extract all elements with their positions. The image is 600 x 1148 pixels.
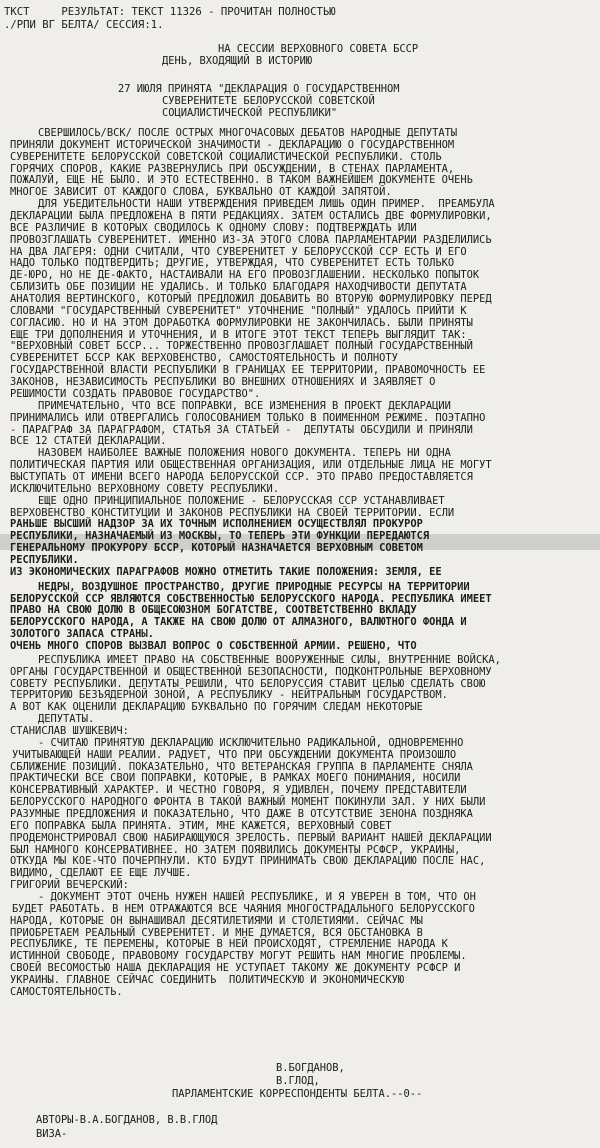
body-line: ПРИОБРЕТАЕМ РЕАЛЬНЫЙ СУВЕРЕНИТЕТ. И МНЕ ДУМАЕТСЯ, ВСЯ ОБСТАНОВКА В: [10, 927, 423, 939]
body-line: - ДОКУМЕНТ ЭТОТ ОЧЕНЬ НУЖЕН НАШЕЙ РЕСПУБЛИКЕ, И Я УВЕРЕН В ТОМ, ЧТО ОН: [38, 891, 476, 903]
body-line: РЕСПУБЛИКЕ, ТЕ ПЕРЕМЕНЫ, КОТОРЫЕ В НЕЙ ПРОИСХОДЯТ, СТРЕМЛЕНИЕ НАРОДА К: [10, 938, 448, 950]
body-line: ЕГО ПОПРАВКА БЫЛА ПРИНЯТА. ЭТИМ, МНЕ КАЖЕТСЯ, ВЕРХОВНЫЙ СОВЕТ: [10, 820, 392, 832]
body-line: РЕСПУБЛИКИ.: [10, 554, 79, 566]
body-line: ГОРЯЧИХ СПОРОВ, КАКИЕ РАЗВЕРНУЛИСЬ ПРИ ОБСУЖДЕНИИ, В СТЕНАХ ПАРЛАМЕНТА,: [10, 163, 455, 175]
body-line: ИСТИННОЙ СВОБОДЕ, ПРАВОВОМУ ГОСУДАРСТВУ МОГУТ РЕШИТЬ НАМ МНОГИЕ ПРОБЛЕМЫ.: [10, 950, 467, 962]
body-line: РЕШИМОСТИ СОЗДАТЬ ПРАВОВОЕ ГОСУДАРСТВО".: [10, 388, 261, 400]
body-line: ЗОЛОТОГО ЗАПАСА СТРАНЫ.: [10, 628, 154, 640]
body-line: СЛОВАМИ "ГОСУДАРСТВЕННЫЙ СУВЕРЕНИТЕТ" УТОЧНЕНИЕ "ПОЛНЫЙ" УДАЛОСЬ ПРИЙТИ К: [10, 305, 467, 317]
signature-line: В.БОГДАНОВ,: [276, 1062, 345, 1074]
body-line: ПРИНЯЛИ ДОКУМЕНТ ИСТОРИЧЕСКОЙ ЗНАЧИМОСТИ - ДЕКЛАРАЦИЮ О ГОСУДАРСТВЕННОМ: [10, 139, 455, 151]
body-line: МНОГОЕ ЗАВИСИТ ОТ КАЖДОГО СЛОВА, БУКВАЛЬНО ОТ КАЖДОЙ ЗАПЯТОЙ.: [10, 186, 392, 198]
body-line: ВСЕ РАЗЛИЧИЕ В КОТОРЫХ СВОДИЛОСЬ К ОДНОМУ СЛОВУ: ПОДТВЕРЖДАТЬ ИЛИ: [10, 222, 417, 234]
body-line: ПРАКТИЧЕСКИ ВСЕ СВОИ ПОПРАВКИ, КОТОРЫЕ, В РАМКАХ МОЕГО ПОНИМАНИЯ, НОСИЛИ: [10, 772, 461, 784]
body-line: НА ДВА ЛАГЕРЯ: ОДНИ СЧИТАЛИ, ЧТО СУВЕРЕНИТЕТ У БЕЛОРУССКОЙ ССР ЕСТЬ И ЕГО: [10, 246, 467, 258]
body-line: ВЫСТУПАТЬ ОТ ИМЕНИ ВСЕГО НАРОДА БЕЛОРУССКОЙ ССР. ЭТО ПРАВО ПРЕДОСТАВЛЯЕТСЯ: [10, 471, 473, 483]
body-line: РЕСПУБЛИКИ, НАЗНАЧАЕМЫЙ ИЗ МОСКВЫ, ТО ТЕПЕРЬ ЭТИ ФУНКЦИИ ПЕРЕДАЮТСЯ: [10, 530, 430, 542]
body-line: СУВЕРЕНИТЕТ БССР КАК ВЕРХОВЕНСТВО, САМОСТОЯТЕЛЬНОСТЬ И ПОЛНОТУ: [10, 352, 398, 364]
body-line: ПОЖАЛУЙ, ЕЩЕ НЕ БЫЛО. И ЭТО ЕСТЕСТВЕННО. В ТАКОМ ВАЖНЕЙШЕМ ДОКУМЕНТЕ ОЧЕНЬ: [10, 174, 473, 186]
body-line: ИЗ ЭКОНОМИЧЕСКИХ ПАРАГРАФОВ МОЖНО ОТМЕТИТЬ ТАКИЕ ПОЛОЖЕНИЯ: ЗЕМЛЯ, ЕЕ: [10, 566, 442, 578]
body-line: НАДО ТОЛЬКО ПОДТВЕРДИТЬ; ДРУГИЕ, УТВЕРЖДАЯ, ЧТО СУВЕРЕНИТЕТ ЕСТЬ ТОЛЬКО: [10, 257, 455, 269]
body-line: СБЛИЗИТЬ ОБЕ ПОЗИЦИИ НЕ УДАЛИСЬ. И ТОЛЬКО БЛАГОДАРЯ НАХОДЧИВОСТИ ДЕПУТАТА: [10, 281, 467, 293]
body-line: РАЗУМНЫЕ ПРЕДЛОЖЕНИЯ И ПОКАЗАТЕЛЬНО, ЧТО ДАЖЕ В ОТСУТСТВИЕ ЗЕНОНА ПОЗДНЯКА: [10, 808, 473, 820]
body-line: ПРАВО НА СВОЮ ДОЛЮ В ОБЩЕСОЮЗНОМ БОГАТСТВЕ, СООТВЕТСТВЕННО ВКЛАДУ: [10, 604, 417, 616]
title-line: СУВЕРЕНИТЕТЕ БЕЛОРУССКОЙ СОВЕТСКОЙ: [162, 95, 375, 107]
body-line: - СЧИТАЮ ПРИНЯТУЮ ДЕКЛАРАЦИЮ ИСКЛЮЧИТЕЛЬНО РАДИКАЛЬНОЙ, ОДНОВРЕМЕННО: [38, 737, 464, 749]
body-line: ПРОДЕМОНСТРИРОВАЛ СВОЮ НАБИРАЮЩУЮСЯ ЗРЕЛОСТЬ. ПЕРВЫЙ ВАРИАНТ НАШЕЙ ДЕКЛАРАЦИИ: [10, 832, 492, 844]
body-line: ВСЕ 12 СТАТЕЙ ДЕКЛАРАЦИИ.: [10, 435, 167, 447]
footer-line: ВИЗА-: [36, 1128, 68, 1140]
body-line: САМОСТОЯТЕЛЬНОСТЬ.: [10, 986, 123, 998]
body-line: БЕЛОРУССКОЙ ССР ЯВЛЯЮТСЯ СОБСТВЕННОСТЬЮ БЕЛОРУССКОГО НАРОДА. РЕСПУБЛИКА ИМЕЕТ: [10, 593, 492, 605]
body-line: ПРИМЕЧАТЕЛЬНО, ЧТО ВСЕ ПОПРАВКИ, ВСЕ ИЗМЕНЕНИЯ В ПРОЕКТ ДЕКЛАРАЦИИ: [38, 400, 451, 412]
title-line: ДЕНЬ, ВХОДЯЩИЙ В ИСТОРИЮ: [162, 55, 313, 67]
body-line: ДЕПУТАТЫ.: [38, 713, 95, 725]
body-line: "ВЕРХОВНЫЙ СОВЕТ БССР... ТОРЖЕСТВЕННО ПРОВОЗГЛАШАЕТ ПОЛНЫЙ ГОСУДАРСТВЕННЫЙ: [10, 340, 473, 352]
body-line: ВЕРХОВЕНСТВО КОНСТИТУЦИИ И ЗАКОНОВ РЕСПУБЛИКИ НА СВОЕЙ ТЕРРИТОРИИ. ЕСЛИ: [10, 507, 455, 519]
body-line: УЧИТЫВАЮЩЕЙ НАШИ РЕАЛИИ. РАДУЕТ, ЧТО ПРИ ОБСУЖДЕНИИ ДОКУМЕНТА ПРОИЗОШЛО: [12, 749, 457, 761]
body-line: НАЗОВЕМ НАИБОЛЕЕ ВАЖНЫЕ ПОЛОЖЕНИЯ НОВОГО ДОКУМЕНТА. ТЕПЕРЬ НИ ОДНА: [38, 447, 451, 459]
body-line: БУДЕТ РАБОТАТЬ. В НЕМ ОТРАЖАЮТСЯ ВСЕ ЧАЯНИЯ МНОГОСТРАДАЛЬНОГО БЕЛОРУССКОГО: [12, 903, 475, 915]
body-line: РЕСПУБЛИКА ИМЕЕТ ПРАВО НА СОБСТВЕННЫЕ ВООРУЖЕННЫЕ СИЛЫ, ВНУТРЕННИЕ ВОЙСКА,: [38, 654, 501, 666]
body-line: ОЧЕНЬ МНОГО СПОРОВ ВЫЗВАЛ ВОПРОС О СОБСТВЕННОЙ АРМИИ. РЕШЕНО, ЧТО: [10, 640, 417, 652]
body-line: БЫЛ НАМНОГО КОНСЕРВАТИВНЕЕ. НО ЗАТЕМ ПОЯВИЛИСЬ ДОКУМЕНТЫ РСФСР, УКРАИНЫ,: [10, 844, 461, 856]
body-line: А ВОТ КАК ОЦЕНИЛИ ДЕКЛАРАЦИЮ БУКВАЛЬНО ПО ГОРЯЧИМ СЛЕДАМ НЕКОТОРЫЕ: [10, 701, 423, 713]
body-line: ПОЛИТИЧЕСКАЯ ПАРТИЯ ИЛИ ОБЩЕСТВЕННАЯ ОРГАНИЗАЦИЯ, ИЛИ ОТДЕЛЬНЫЕ ЛИЦА НЕ МОГУТ: [10, 459, 492, 471]
body-line: БЕЛОРУССКОГО НАРОДА, А ТАКЖЕ НА СВОЮ ДОЛЮ ОТ АЛМАЗНОГО, ВАЛЮТНОГО ФОНДА И: [10, 616, 467, 628]
body-line: ЗАКОНОВ, НЕЗАВИСИМОСТЬ РЕСПУБЛИКИ ВО ВНЕШНИХ ОТНОШЕНИЯХ И ЗАЯВЛЯЕТ О: [10, 376, 436, 388]
title-line: 27 ИЮЛЯ ПРИНЯТА "ДЕКЛАРАЦИЯ О ГОСУДАРСТВЕННОМ: [118, 83, 400, 95]
body-line: СУВЕРЕНИТЕТЕ БЕЛОРУССКОЙ СОВЕТСКОЙ СОЦИАЛИСТИЧЕСКОЙ РЕСПУБЛИКИ. СТОЛЬ: [10, 151, 442, 163]
body-line: - ПАРАГРАФ ЗА ПАРАГРАФОМ, СТАТЬЯ ЗА СТАТЬЕЙ - ДЕПУТАТЫ ОБСУДИЛИ И ПРИНЯЛИ: [10, 424, 473, 436]
body-line: ТЕРРИТОРИЮ БЕЗЪЯДЕРНОЙ ЗОНОЙ, А РЕСПУБЛИКУ - НЕЙТРАЛЬНЫМ ГОСУДАРСТВОМ.: [10, 689, 448, 701]
body-line: ДЕКЛАРАЦИИ БЫЛА ПРЕДЛОЖЕНА В ПЯТИ РЕДАКЦИЯХ. ЗАТЕМ ОСТАЛИСЬ ДВЕ ФОРМУЛИРОВКИ,: [10, 210, 492, 222]
body-line: РАНЬШЕ ВЫСШИЙ НАДЗОР ЗА ИХ ТОЧНЫМ ИСПОЛНЕНИЕМ ОСУЩЕСТВЛЯЛ ПРОКУРОР: [10, 518, 423, 530]
body-line: СБЛИЖЕНИЕ ПОЗИЦИЙ. ПОКАЗАТЕЛЬНО, ЧТО ВЕТЕРАНСКАЯ ГРУППА В ПАРЛАМЕНТЕ СНЯЛА: [10, 761, 473, 773]
body-line: ГРИГОРИЙ ВЕЧЕРСКИЙ:: [10, 879, 129, 891]
body-line: АНАТОЛИЯ ВЕРТИНСКОГО, КОТОРЫЙ ПРЕДЛОЖИЛ ДОБАВИТЬ ВО ВТОРУЮ ФОРМУЛИРОВКУ ПЕРЕД: [10, 293, 492, 305]
body-line: ПРОВОЗГЛАШАТЬ СУВЕРЕНИТЕТ. ИМЕННО ИЗ-ЗА ЭТОГО СЛОВА ПАРЛАМЕНТАРИИ РАЗДЕЛИЛИСЬ: [10, 234, 492, 246]
body-line: НАРОДА, КОТОРЫЕ ОН ВЫНАШИВАЛ ДЕСЯТИЛЕТИЯМИ И СТОЛЕТИЯМИ. СЕЙЧАС МЫ: [10, 915, 423, 927]
signature-line: ПАРЛАМЕНТСКИЕ КОРРЕСПОНДЕНТЫ БЕЛТА.--0--: [172, 1088, 423, 1100]
body-line: УКРАИНЫ. ГЛАВНОЕ СЕЙЧАС СОЕДИНИТЬ ПОЛИТИЧЕСКУЮ И ЭКОНОМИЧЕСКУЮ: [10, 974, 405, 986]
body-line: ДЕ-ЮРО, НО НЕ ДЕ-ФАКТО, НАСТАИВАЛИ НА ЕГО ПРОВОЗГЛАШЕНИИ. НЕСКОЛЬКО ПОПЫТОК: [10, 269, 480, 281]
body-line: СОГЛАСИЮ. НО И НА ЭТОМ ДОРАБОТКА ФОРМУЛИРОВКИ НЕ ЗАКОНЧИЛАСЬ. БЫЛИ ПРИНЯТЫ: [10, 317, 473, 329]
body-line: ВИДИМО, СДЕЛАЮТ ЕЕ ЕЩЕ ЛУЧШЕ.: [10, 867, 192, 879]
body-line: ОРГАНЫ ГОСУДАРСТВЕННОЙ И ОБЩЕСТВЕННОЙ БЕЗОПАСНОСТИ, ПОДКОНТРОЛЬНЫЕ ВЕРХОВНОМУ: [10, 666, 492, 678]
body-line: ГОСУДАРСТВЕННОЙ ВЛАСТИ РЕСПУБЛИКИ В ГРАНИЦАХ ЕЕ ТЕРРИТОРИИ, ПРАВОМОЧНОСТЬ ЕЕ: [10, 364, 486, 376]
telex-header-line: ./РПИ ВГ БЕЛТА/ СЕССИЯ:1.: [4, 19, 164, 31]
body-line: КОНСЕРВАТИВНЫЙ ХАРАКТЕР. И ЧЕСТНО ГОВОРЯ, Я УДИВЛЕН, ПОЧЕМУ ПРЕДСТАВИТЕЛИ: [10, 784, 467, 796]
telex-header-line: ТКСТ РЕЗУЛЬТАТ: ТЕКСТ 11326 - ПРОЧИТАН ПОЛНОСТЬЮ: [4, 6, 336, 18]
body-line: БЕЛОРУССКОГО НАРОДНОГО ФРОНТА В ТАКОЙ ВАЖНЫЙ МОМЕНТ ПОКИНУЛИ ЗАЛ. У НИХ БЫЛИ: [10, 796, 486, 808]
body-line: ЕЩЕ ТРИ ДОПОЛНЕНИЯ И УТОЧНЕНИЯ, И В ИТОГЕ ЭТОТ ТЕКСТ ТЕПЕРЬ ВЫГЛЯДИТ ТАК:: [10, 329, 467, 341]
body-line: ПРИНИМАЛИСЬ ИЛИ ОТВЕРГАЛИСЬ ГОЛОСОВАНИЕМ ТОЛЬКО В ПОИМЕННОМ РЕЖИМЕ. ПОЭТАПНО: [10, 412, 486, 424]
body-line: СВЕРШИЛОСЬ/ВСК/ ПОСЛЕ ОСТРЫХ МНОГОЧАСОВЫХ ДЕБАТОВ НАРОДНЫЕ ДЕПУТАТЫ: [38, 127, 458, 139]
title-line: СОЦИАЛИСТИЧЕСКОЙ РЕСПУБЛИКИ": [162, 107, 338, 119]
footer-line: АВТОРЫ-В.А.БОГДАНОВ, В.В.ГЛОД: [36, 1114, 218, 1126]
body-line: СВОЕЙ ВЕСОМОСТЬЮ НАША ДЕКЛАРАЦИЯ НЕ УСТУПАЕТ ТАКОМУ ЖЕ ДОКУМЕНТУ РСФСР И: [10, 962, 461, 974]
body-line: СОВЕТУ РЕСПУБЛИКИ. ДЕПУТАТЫ РЕШИЛИ, ЧТО БЕЛОРУССИЯ СТАВИТ ЦЕЛЬЮ СДЕЛАТЬ СВОЮ: [10, 678, 486, 690]
body-line: ГЕНЕРАЛЬНОМУ ПРОКУРОРУ БССР, КОТОРЫЙ НАЗНАЧАЕТСЯ ВЕРХОВНЫМ СОВЕТОМ: [10, 542, 423, 554]
body-line: ИСКЛЮЧИТЕЛЬНО ВЕРХОВНОМУ СОВЕТУ РЕСПУБЛИКИ.: [10, 483, 279, 495]
title-line: НА СЕССИИ ВЕРХОВНОГО СОВЕТА БССР: [218, 43, 419, 55]
body-line: ОТКУДА МЫ КОЕ-ЧТО ПОЧЕРПНУЛИ. КТО БУДУТ ПРИНИМАТЬ СВОЮ ДЕКЛАРАЦИЮ ПОСЛЕ НАС,: [10, 855, 486, 867]
body-line: СТАНИСЛАВ ШУШКЕВИЧ:: [10, 725, 129, 737]
signature-line: В.ГЛОД,: [276, 1075, 320, 1087]
body-line: ДЛЯ УБЕДИТЕЛЬНОСТИ НАШИ УТВЕРЖДЕНИЯ ПРИВЕДЕМ ЛИШЬ ОДИН ПРИМЕР. ПРЕАМБУЛА: [38, 198, 495, 210]
body-line: НЕДРЫ, ВОЗДУШНОЕ ПРОСТРАНСТВО, ДРУГИЕ ПРИРОДНЫЕ РЕСУРСЫ НА ТЕРРИТОРИИ: [38, 581, 470, 593]
body-line: ЕЩЕ ОДНО ПРИНЦИПИАЛЬНОЕ ПОЛОЖЕНИЕ - БЕЛОРУССКАЯ ССР УСТАНАВЛИВАЕТ: [38, 495, 445, 507]
